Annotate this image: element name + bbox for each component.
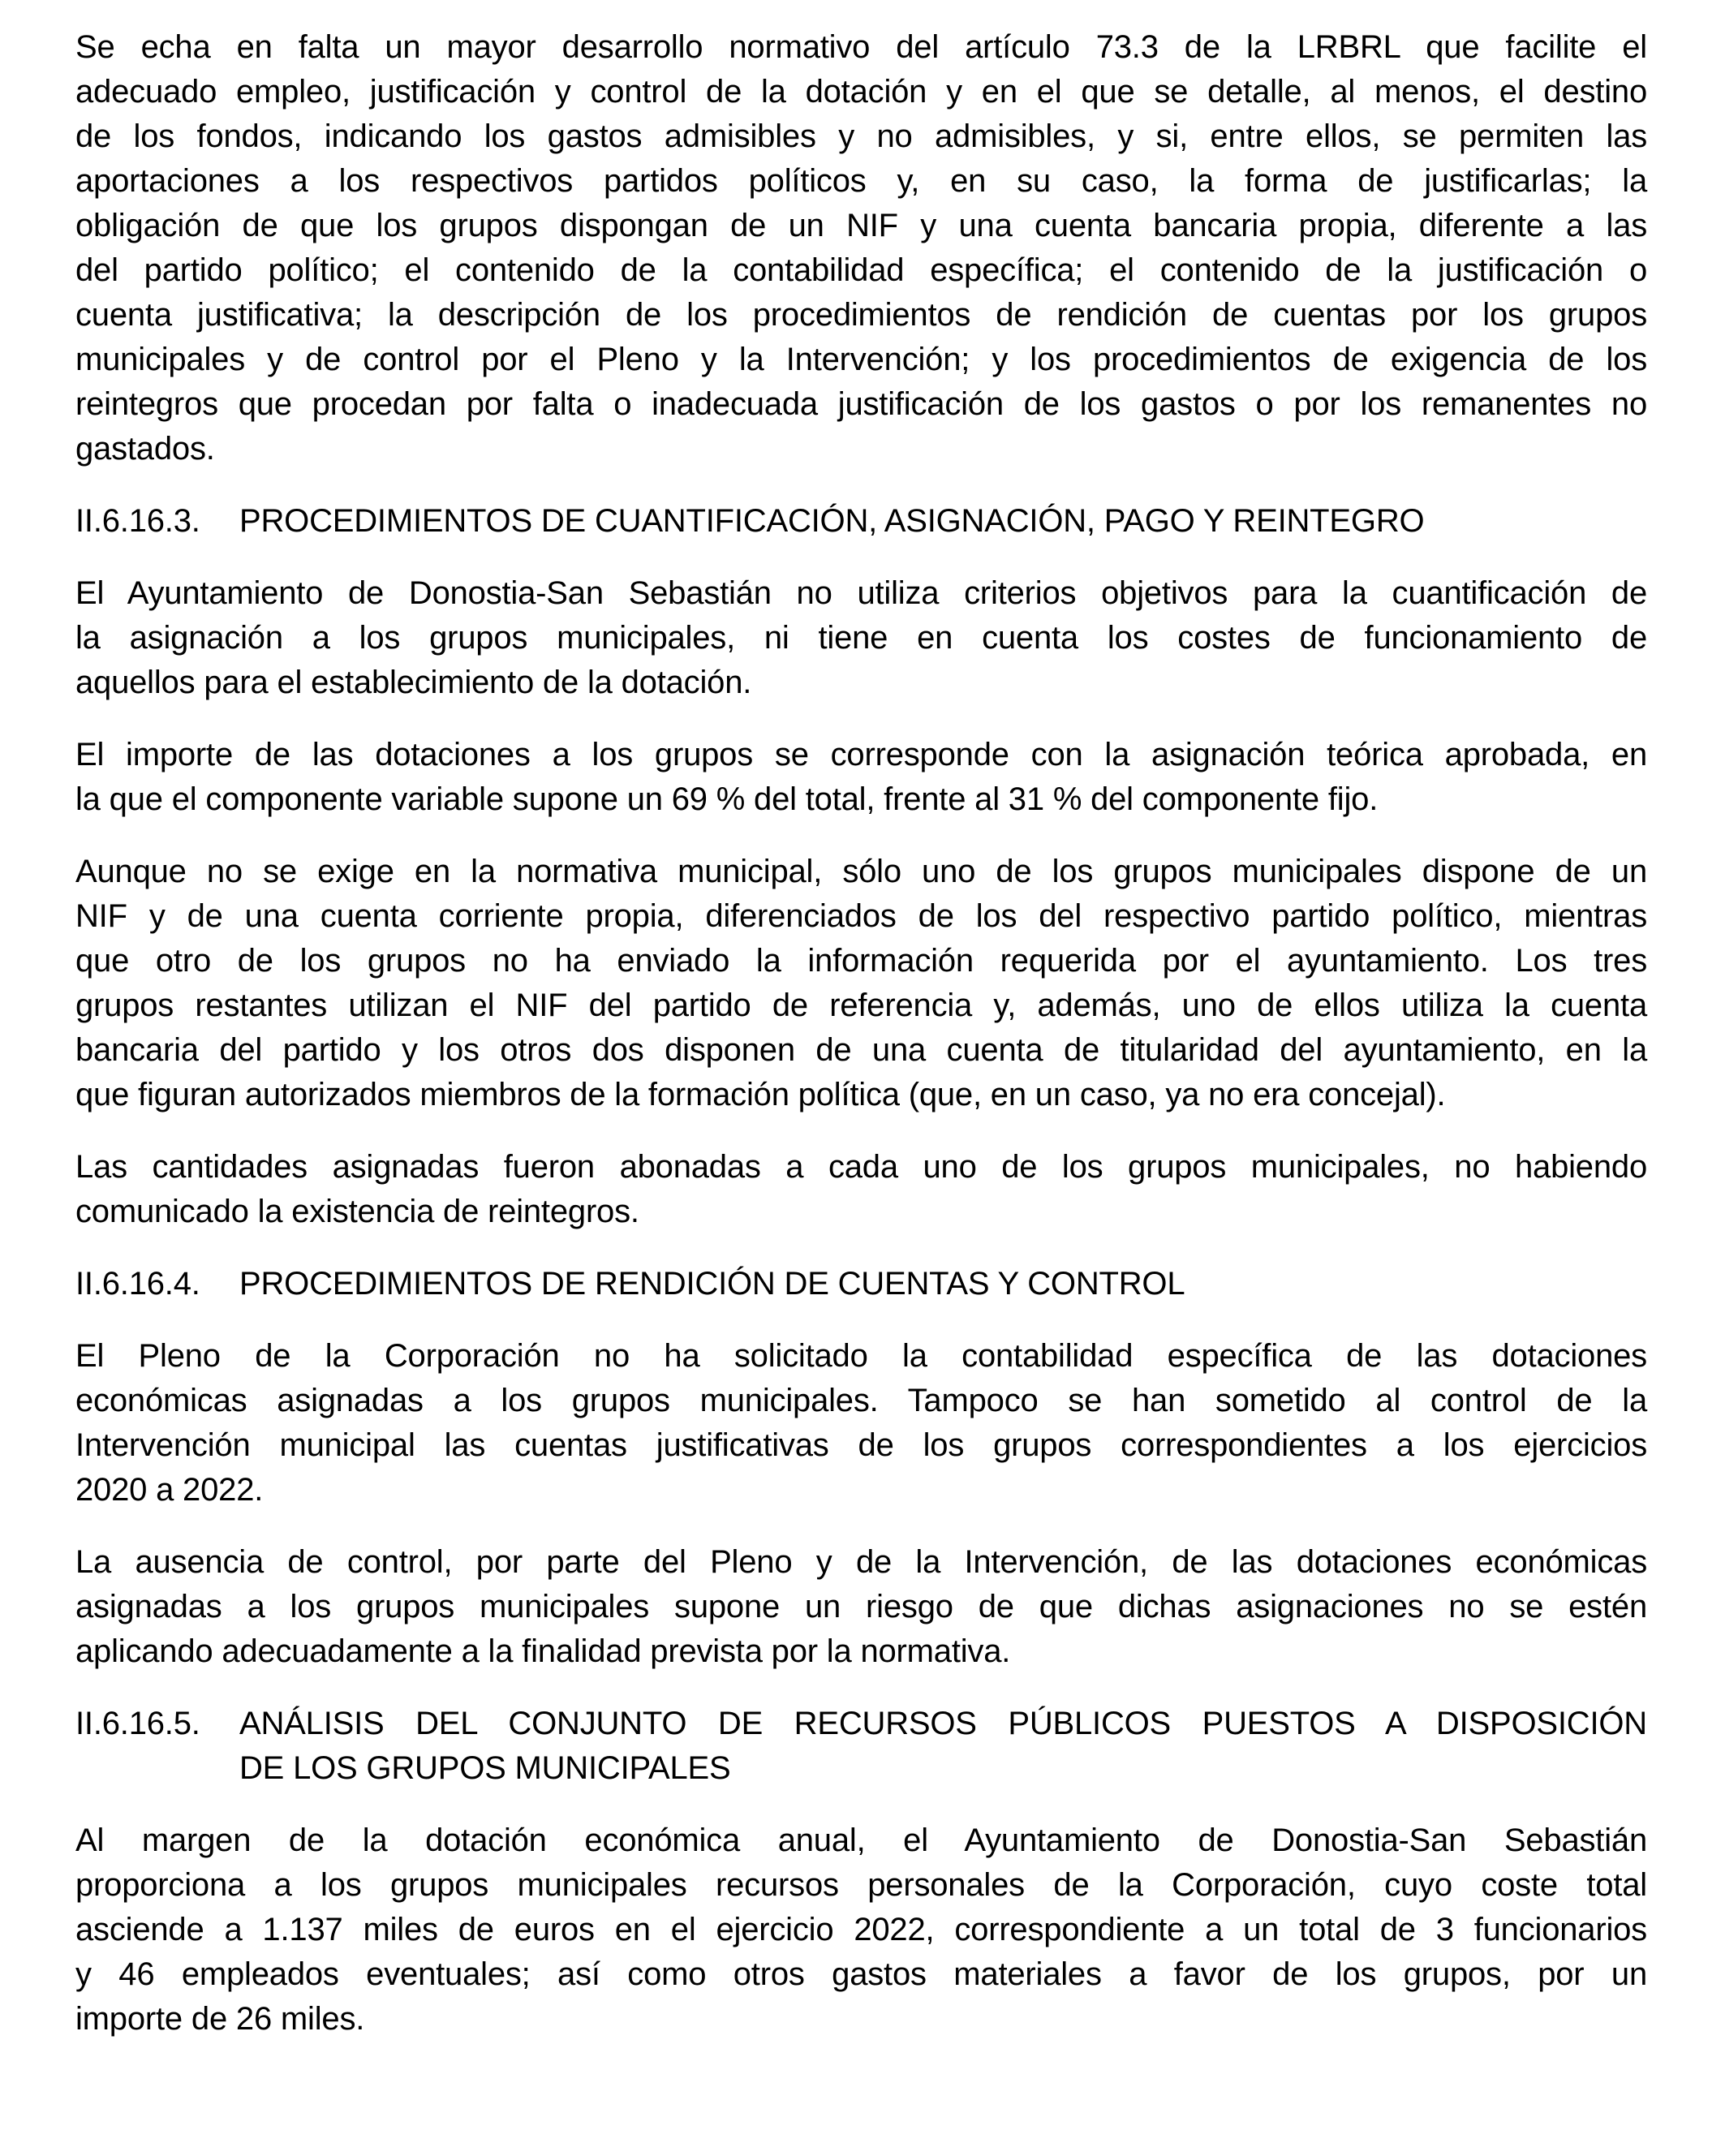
text-line: PROCEDIMIENTOS DE CUANTIFICACIÓN, ASIGNACIÓN, PAGO Y REINTEGRO: [239, 503, 1425, 539]
text-line: Se echa en falta un mayor desarrollo normativo del artículo 73.3 de la LRBRL que facilite el: [75, 29, 1647, 65]
section-number: II.6.16.3.: [75, 503, 200, 539]
document-body: [75, 25, 1647, 2042]
paragraph: [75, 1145, 1647, 1234]
text-line: NIF y de una cuenta corriente propia, diferenciados de los del respectivo partido político, mientras: [75, 898, 1647, 934]
section-title: [239, 499, 1647, 544]
text-line: El Ayuntamiento de Donostia-San Sebastián no utiliza criterios objetivos para la cuantificación de: [75, 575, 1647, 611]
text-line: ANÁLISIS DEL CONJUNTO DE RECURSOS PÚBLICOS PUESTOS A DISPOSICIÓN: [239, 1706, 1647, 1741]
text-line: comunicado la existencia de reintegros.: [75, 1194, 639, 1229]
text-line: la que el componente variable supone un 69 % del total, frente al 31 % del componente fijo.: [75, 781, 1379, 817]
text-line: Aunque no se exige en la normativa municipal, sólo uno de los grupos municipales dispone de un: [75, 854, 1647, 889]
section-number: II.6.16.4.: [75, 1266, 200, 1302]
text-line: El Pleno de la Corporación no ha solicitado la contabilidad específica de las dotaciones: [75, 1338, 1647, 1374]
section-number: II.6.16.5.: [75, 1706, 200, 1741]
text-line: Las cantidades asignadas fueron abonadas a cada uno de los grupos municipales, no habiendo: [75, 1149, 1647, 1185]
text-line: la asignación a los grupos municipales, ni tiene en cuenta los costes de funcionamiento de: [75, 620, 1647, 656]
text-line: proporciona a los grupos municipales recursos personales de la Corporación, cuyo coste total: [75, 1867, 1647, 1903]
section-title: [239, 1262, 1647, 1306]
text-line: Intervención municipal las cuentas justificativas de los grupos correspondientes a los ejercicios: [75, 1427, 1647, 1463]
text-line: PROCEDIMIENTOS DE RENDICIÓN DE CUENTAS Y CONTROL: [239, 1266, 1185, 1302]
text-line: La ausencia de control, por parte del Pleno y de la Intervención, de las dotaciones económicas: [75, 1544, 1647, 1580]
text-line: económicas asignadas a los grupos municipales. Tampoco se han sometido al control de la: [75, 1383, 1647, 1418]
text-line: aquellos para el establecimiento de la dotación.: [75, 665, 752, 700]
text-line: y 46 empleados eventuales; así como otros gastos materiales a favor de los grupos, por un: [75, 1956, 1647, 1992]
paragraph: [75, 1818, 1647, 2042]
text-line: grupos restantes utilizan el NIF del partido de referencia y, además, uno de ellos utiliza la cuenta: [75, 988, 1647, 1023]
text-line: importe de 26 miles.: [75, 2001, 365, 2037]
text-line: que figuran autorizados miembros de la formación política (que, en un caso, ya no era concejal).: [75, 1077, 1446, 1112]
text-line: 2020 a 2022.: [75, 1472, 264, 1508]
paragraph: [75, 850, 1647, 1117]
text-line: adecuado empleo, justificación y control de la dotación y en el que se detalle, al menos, el destino: [75, 74, 1647, 110]
text-line: DE LOS GRUPOS MUNICIPALES: [239, 1750, 731, 1786]
paragraph: [75, 571, 1647, 705]
text-line: El importe de las dotaciones a los grupos se corresponde con la asignación teórica aprobada, en: [75, 737, 1647, 772]
text-line: Al margen de la dotación económica anual, el Ayuntamiento de Donostia-San Sebastián: [75, 1822, 1647, 1858]
text-line: bancaria del partido y los otros dos disponen de una cuenta de titularidad del ayuntamiento, en la: [75, 1032, 1647, 1068]
paragraph: [75, 733, 1647, 822]
text-line: asciende a 1.137 miles de euros en el ejercicio 2022, correspondiente a un total de 3 funcionarios: [75, 1912, 1647, 1947]
paragraph: [75, 1334, 1647, 1513]
section-heading: [75, 499, 1647, 544]
section-title: [239, 1702, 1647, 1791]
section-heading: [75, 1262, 1647, 1306]
paragraph: [75, 1540, 1647, 1674]
text-line: gastados.: [75, 431, 215, 467]
text-line: cuenta justificativa; la descripción de los procedimientos de rendición de cuentas por los grupos: [75, 297, 1647, 333]
text-line: aportaciones a los respectivos partidos políticos y, en su caso, la forma de justificarlas; la: [75, 163, 1647, 199]
text-line: de los fondos, indicando los gastos admisibles y no admisibles, y si, entre ellos, se permiten las: [75, 118, 1647, 154]
text-line: asignadas a los grupos municipales supone un riesgo de que dichas asignaciones no se estén: [75, 1589, 1647, 1625]
text-line: reintegros que procedan por falta o inadecuada justificación de los gastos o por los remanentes no: [75, 386, 1647, 422]
paragraph: [75, 25, 1647, 471]
text-line: aplicando adecuadamente a la finalidad prevista por la normativa.: [75, 1633, 1011, 1669]
text-line: del partido político; el contenido de la contabilidad específica; el contenido de la justificación o: [75, 252, 1647, 288]
text-line: obligación de que los grupos dispongan de un NIF y una cuenta bancaria propia, diferente a las: [75, 208, 1647, 243]
text-line: que otro de los grupos no ha enviado la información requerida por el ayuntamiento. Los tres: [75, 943, 1647, 979]
text-line: municipales y de control por el Pleno y la Intervención; y los procedimientos de exigencia de los: [75, 342, 1647, 377]
section-heading: [75, 1702, 1647, 1791]
